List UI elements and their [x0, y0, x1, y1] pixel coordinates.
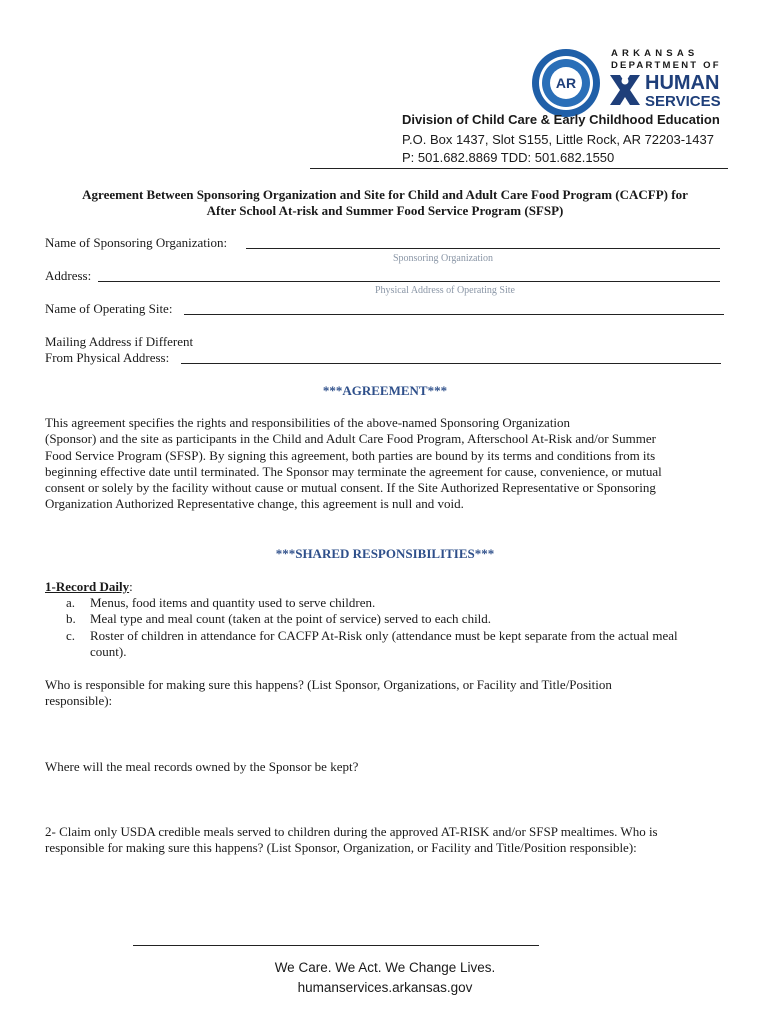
list-item	[66, 611, 736, 627]
list-marker: a.	[66, 595, 76, 610]
division-name: Division of Child Care & Early Childhood Education	[402, 112, 720, 127]
agreement-line: Organization Authorized Representative change, this agreement is null and void.	[45, 496, 464, 512]
list-text: Meal type and meal count (taken at the point of service) served to each child.	[90, 611, 492, 627]
question-responsible-1-line2: responsible):	[45, 693, 113, 708]
dhs-seal-logo	[531, 48, 601, 118]
agreement-line: Food Service Program (SFSP). By signing this agreement, both parties are bound by its terms and conditions from its	[45, 447, 656, 463]
list-item	[66, 644, 736, 660]
svg-text:AR: AR	[555, 75, 577, 91]
agreement-line: beginning effective date until terminated. The Sponsor may terminate the agreement for cause, convenience, or mutual	[45, 463, 662, 479]
address-hint-text: Physical Address of Operating Site	[375, 285, 515, 296]
sponsor-name-field[interactable]	[246, 248, 720, 249]
agreement-heading: ***AGREEMENT***	[322, 383, 448, 398]
agreement-line: This agreement specifies the rights and responsibilities of the above-named Sponsoring Organization	[45, 415, 571, 430]
dhs-x-mark-icon	[608, 73, 642, 107]
footer-tagline: We Care. We Act. We Change Lives.	[274, 960, 496, 975]
record-daily-list	[66, 595, 736, 660]
mailing-address-label-1: Mailing Address if Different	[45, 334, 194, 349]
document-title-line2: After School At-risk and Summer Food Service Program (SFSP)	[206, 203, 564, 218]
list-text: count).	[90, 643, 127, 659]
mailing-address-field[interactable]	[181, 363, 721, 364]
brand-department-of: DEPARTMENT OF	[611, 60, 721, 71]
division-address: P.O. Box 1437, Slot S155, Little Rock, AR 72203-1437	[402, 132, 714, 147]
agreement-line: (Sponsor) and the site as participants in the Child and Adult Care Food Program, Afterschool At-Risk and/or Summer	[45, 431, 656, 447]
list-marker: c.	[66, 627, 76, 643]
list-marker	[66, 644, 90, 660]
brand-services: SERVICES	[645, 93, 721, 110]
document-title-line1: Agreement Between Sponsoring Organization and Site for Child and Adult Care Food Program (CACFP) for	[82, 187, 688, 202]
address-label: Address:	[45, 268, 92, 283]
header-rule	[310, 168, 728, 169]
list-text: Menus, food items and quantity used to serve children.	[90, 595, 376, 610]
division-phone: P: 501.682.8869 TDD: 501.682.1550	[402, 150, 615, 165]
question-claim-meals-line2: responsible for making sure this happens? (List Sponsor, Organization, or Facility and Title/Position responsible):	[45, 840, 637, 855]
list-item	[66, 628, 736, 644]
question-meal-records-location: Where will the meal records owned by the Sponsor be kept?	[45, 759, 359, 774]
record-daily-heading	[45, 579, 133, 595]
record-daily-colon: :	[129, 579, 133, 594]
shared-responsibilities-heading: ***SHARED RESPONSIBILITIES***	[275, 546, 495, 561]
brand-arkansas: ARKANSAS	[611, 48, 699, 59]
sponsor-name-hint: Sponsoring Organization	[392, 253, 494, 264]
question-claim-meals-line1: 2- Claim only USDA credible meals served to children during the approved AT-RISK and/or SFSP mealtimes. Who is	[45, 824, 658, 839]
brand-human: HUMAN	[645, 72, 720, 94]
footer-rule	[133, 945, 539, 946]
list-text: Roster of children in attendance for CACFP At-Risk only (attendance must be kept separate from the actual meal	[90, 627, 678, 643]
agreement-paragraph	[45, 415, 735, 513]
sponsor-name-label: Name of Sponsoring Organization:	[45, 235, 228, 250]
record-daily-title: 1-Record Daily	[45, 579, 130, 594]
address-field[interactable]	[98, 281, 720, 282]
list-marker: b.	[66, 611, 76, 627]
operating-site-field[interactable]	[184, 314, 724, 315]
agreement-line: consent or solely by the facility without cause or mutual consent. If the Site Authorized Representative or Sponsoring	[45, 480, 656, 496]
operating-site-label: Name of Operating Site:	[45, 301, 173, 316]
mailing-address-label-2: From Physical Address:	[45, 350, 170, 365]
question-responsible-1-line1: Who is responsible for making sure this happens? (List Sponsor, Organizations, or Facility and Title/Position	[45, 677, 612, 692]
list-item	[66, 595, 736, 611]
footer-website: humanservices.arkansas.gov	[297, 980, 473, 995]
